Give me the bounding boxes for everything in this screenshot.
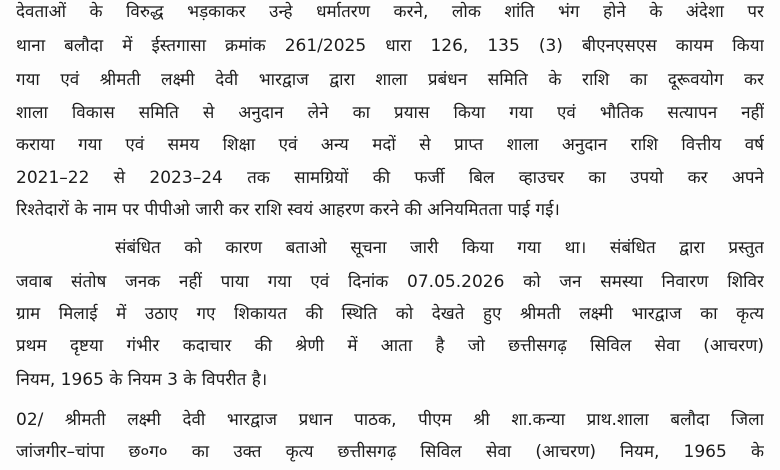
text-line: शाला विकास समिति से अनुदान लेने का प्रयास किया गया एवं भौतिक सत्यापन नहीं [16,103,764,123]
text-line: ग्राम मिलाई में उठाए गए शिकायत की स्थिति को देखते हुए श्रीमती लक्ष्मी भारद्वाज का कृत्य [16,304,764,324]
text-line: जांजगीर–चांपा छ०ग० का उक्त कृत्य छत्तीसगढ़ सिविल सेवा (आचरण) नियम, 1965 के [16,442,764,462]
text-line: जवाब संतोष जनक नहीं पाया गया एवं दिनांक 07.05.2026 को जन समस्या निवारण शिविर [16,272,764,292]
text-line: देवताओं के विरुद्ध भड़काकर उन्हे धर्मातरण करने, लोक शांति भंग होने के अंदेशा पर [16,2,764,22]
paragraph-first-line: संबंधित को कारण बताओ सूचना जारी किया गया था। संबंधित द्वारा प्रस्तुत [115,238,764,258]
text-line: रिश्तेदारों के नाम पर पीपीओ जारी कर राशि स्वयं आहरण करने की अनियमितता पाई गई। [16,200,560,220]
text-line: थाना बलौदा में ईस्तगासा क्रमांक 261/2025 धारा 126, 135 (3) बीएनएसएस कायम किया [16,36,764,56]
text-line: कराया गया एवं समय शिक्षा एवं अन्य मदों से प्राप्त शाला अनुदान राशि वित्तीय वर्ष [16,135,764,155]
numbered-paragraph-line: 02/ श्रीमती लक्ष्मी देवी भारद्वाज प्रधान पाठक, पीएम श्री शा.कन्या प्राथ.शाला बलौदा जिला [16,410,764,430]
text-line: प्रथम दृष्टया गंभीर कदाचार की श्रेणी में आता है जो छत्तीसगढ़ सिविल सेवा (आचरण) [16,336,764,356]
text-line: 2021–22 से 2023–24 तक सामग्रियों की फर्जी बिल व्हाउचर का उपयो कर अपने [16,168,764,188]
text-line: नियम, 1965 के नियम 3 के विपरीत है। [16,370,268,390]
text-line: गया एवं श्रीमती लक्ष्मी देवी भारद्वाज द्वारा शाला प्रबंधन समिति के राशि का दूरूवयोग कर [16,70,764,90]
